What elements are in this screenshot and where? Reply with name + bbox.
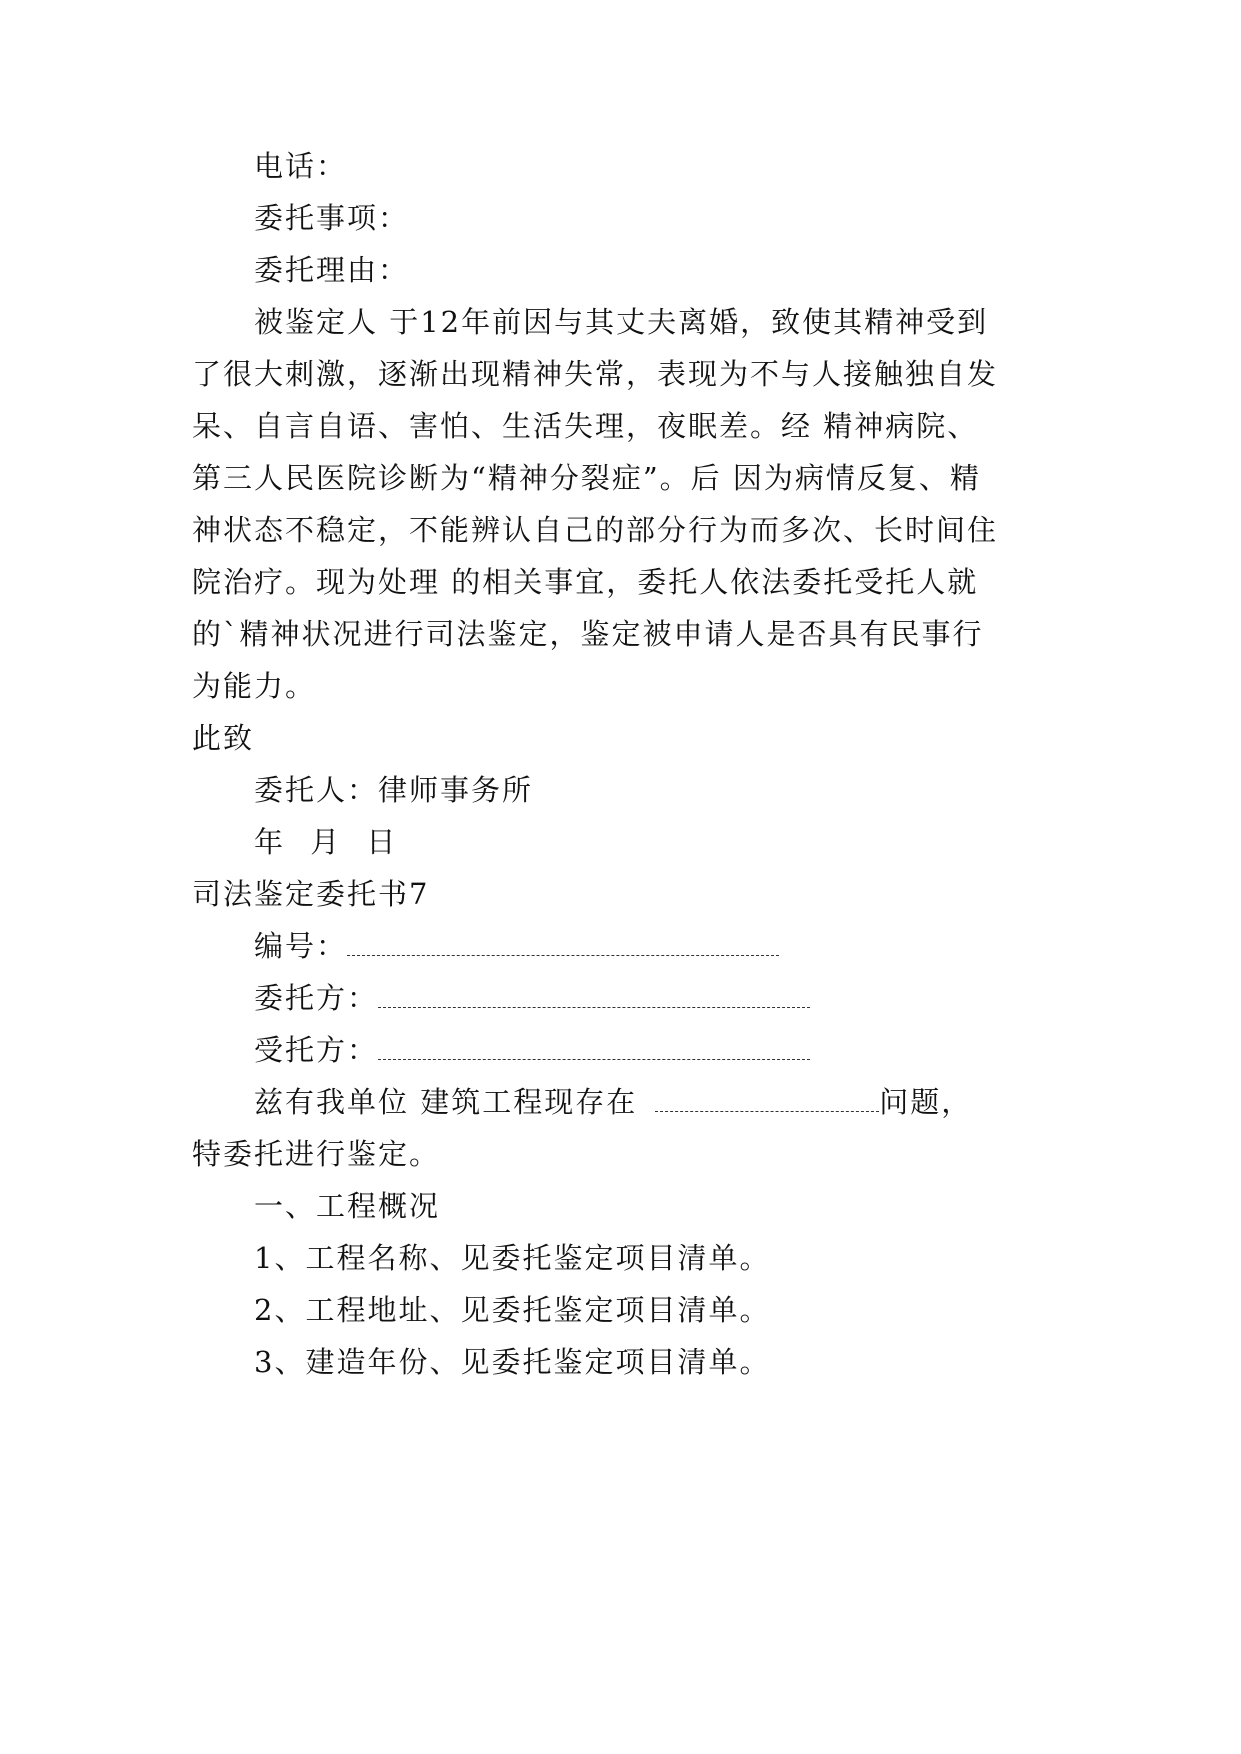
problem-blank [655, 1085, 879, 1112]
list-item: 2、工程地址、见委托鉴定项目清单。 [254, 1293, 771, 1327]
entrusting-line [254, 978, 810, 1018]
number-blank [347, 929, 779, 956]
phone-line: 电话： [254, 149, 348, 183]
paragraph-line: 院治疗。现为处理 的相关事宜，委托人依法委托受托人就 [192, 565, 979, 599]
paragraph-line: 为能力。 [192, 669, 317, 703]
paragraph-line: 第三人民医院诊断为“精神分裂症”。后 因为病情反复、精 [192, 461, 981, 495]
client-line: 委托人：律师事务所 [254, 773, 534, 807]
entrusting-label: 委托方： [254, 981, 379, 1015]
problem-line-2: 特委托进行鉴定。 [192, 1137, 441, 1171]
list-item: 3、建造年份、见委托鉴定项目清单。 [254, 1345, 771, 1379]
salutation: 此致 [192, 721, 255, 755]
problem-prefix: 兹有我单位 建筑工程现存在 [254, 1085, 638, 1119]
paragraph-line: 呆、自言自语、害怕、生活失理，夜眠差。经 精神病院、 [192, 409, 979, 443]
reason-line: 委托理由： [254, 253, 410, 287]
entrusted-label: 受托方： [254, 1033, 379, 1067]
number-line [254, 926, 779, 966]
list-item: 1、工程名称、见委托鉴定项目清单。 [254, 1241, 771, 1275]
problem-suffix: 问题， [879, 1085, 973, 1119]
matter-line: 委托事项： [254, 201, 410, 235]
section-title: 司法鉴定委托书7 [192, 877, 430, 911]
problem-line [254, 1082, 972, 1122]
date-line: 年 月 日 [254, 825, 398, 859]
paragraph-line: 的`精神状况进行司法鉴定，鉴定被申请人是否具有民事行 [192, 617, 984, 651]
paragraph-line: 了很大刺激，逐渐出现精神失常，表现为不与人接触独自发 [192, 357, 999, 391]
paragraph-line: 神状态不稳定，不能辨认自己的部分行为而多次、长时间住 [192, 513, 999, 547]
paragraph-line: 被鉴定人 于12年前因与其丈夫离婚，致使其精神受到 [254, 305, 989, 339]
entrusting-blank [378, 981, 810, 1008]
section-heading: 一、工程概况 [254, 1189, 441, 1223]
entrusted-blank [378, 1033, 810, 1060]
number-label: 编号： [254, 929, 348, 963]
entrusted-line [254, 1030, 810, 1070]
